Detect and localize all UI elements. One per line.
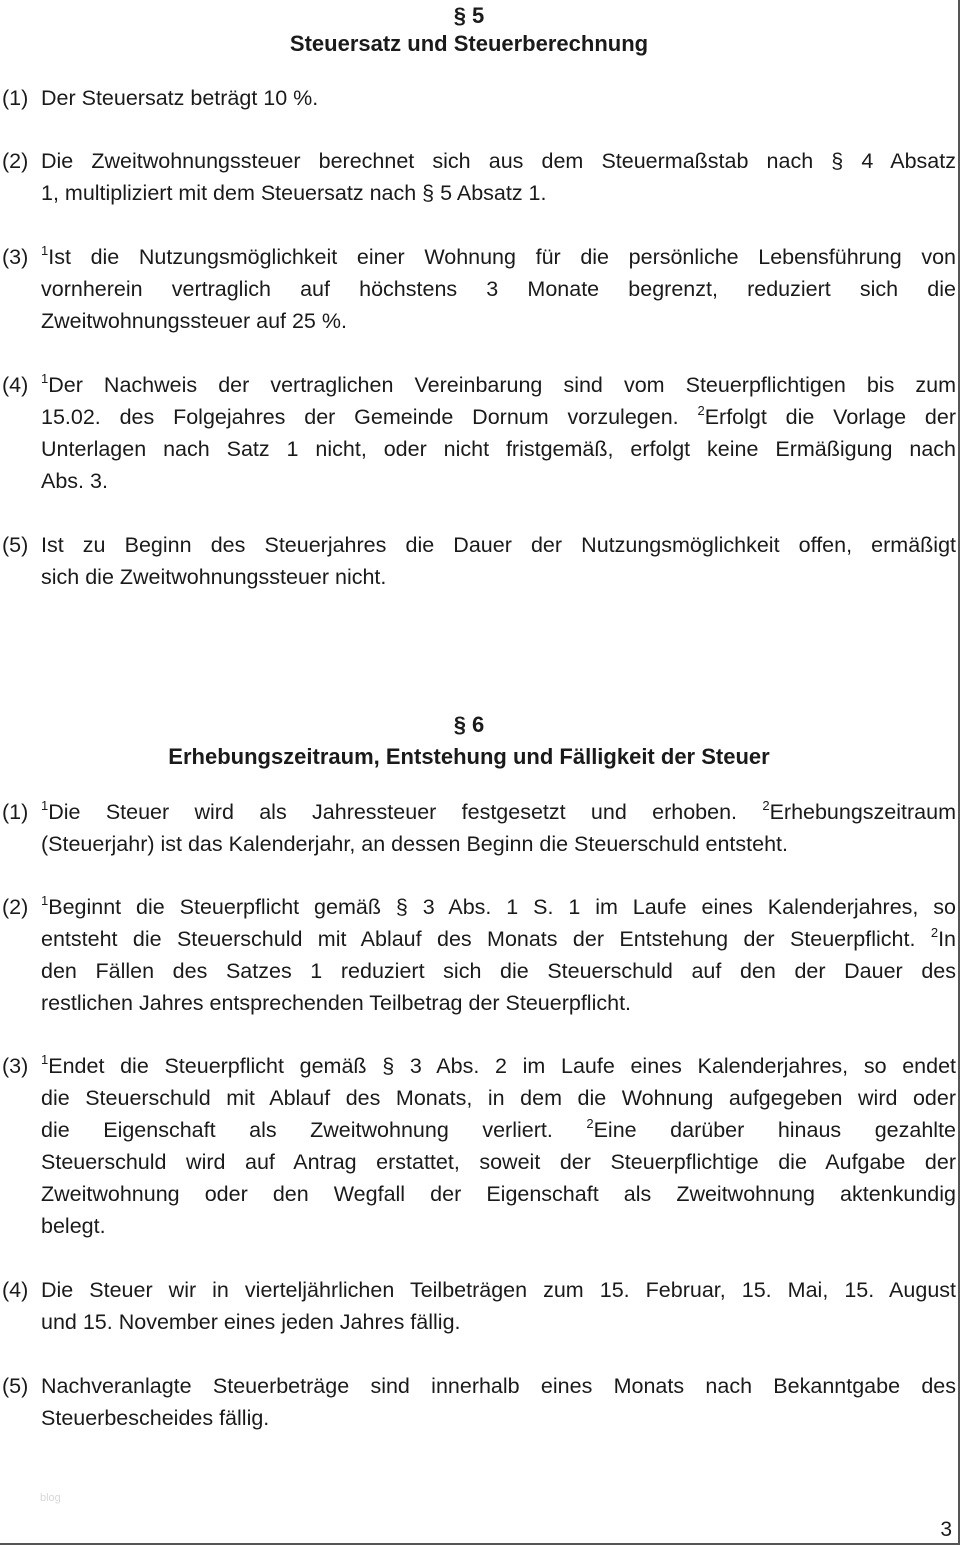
paragraph-line: vornherein vertraglich auf höchstens 3 Monate begrenzt, reduziert sich die [41, 277, 956, 301]
paragraph-line: Der Steuersatz beträgt 10 %. [41, 86, 319, 110]
paragraph-line: Nachveranlagte Steuerbeträge sind innerhalb eines Monats nach Bekanntgabe des [41, 1374, 956, 1398]
page-number: 3 [940, 1518, 952, 1541]
section-5-paragraph-2 [0, 145, 956, 209]
section-6-symbol: § 6 [453, 712, 485, 737]
paragraph-line: Der Nachweis der vertraglichen Vereinbarung sind vom Steuerpflichtigen bis zum [48, 373, 956, 397]
paragraph-line: Erfolgt die Vorlage der [704, 405, 956, 429]
paragraph-line: sich die Zweitwohnungssteuer nicht. [41, 565, 387, 589]
section-6-paragraph-4 [0, 1274, 956, 1338]
section-6-title: Erhebungszeitraum, Entstehung und Fälligkeit der Steuer [168, 744, 770, 769]
paragraph-number: (2) [2, 149, 29, 173]
paragraph-line: Die Steuer wird als Jahressteuer festgesetzt und erhoben. [48, 800, 763, 824]
paragraph-line: 1, multipliziert mit dem Steuersatz nach § 5 Absatz 1. [41, 181, 547, 205]
paragraph-line: Steuerschuld wird auf Antrag erstattet, soweit der Steuerpflichtige die Aufgabe der [41, 1150, 956, 1174]
section-5-paragraph-5 [0, 529, 956, 593]
paragraph-number: (2) [2, 895, 29, 919]
paragraph-number: (5) [2, 533, 29, 557]
paragraph-line: restlichen Jahres entsprechenden Teilbetrag der Steuerpflicht. [41, 991, 632, 1015]
paragraph-line: In [938, 927, 956, 951]
paragraph-line: Die Zweitwohnungssteuer berechnet sich aus dem Steuermaßstab nach § 4 Absatz [41, 149, 956, 173]
paragraph-line: Steuerbescheides fällig. [41, 1406, 270, 1430]
section-5-paragraph-4 [0, 369, 956, 497]
watermark: blog [40, 1492, 61, 1504]
paragraph-number: (4) [2, 1278, 29, 1302]
section-5-symbol: § 5 [453, 3, 485, 28]
paragraph-line: und 15. November eines jeden Jahres fällig. [41, 1310, 461, 1334]
section-6-paragraph-1 [0, 796, 956, 860]
paragraph-line: belegt. [41, 1214, 106, 1238]
sentence-marker: 2 [586, 1116, 594, 1131]
section-5-paragraph-1 [0, 82, 956, 114]
paragraph-line: die Steuerschuld mit Ablauf des Monats, in dem die Wohnung aufgegeben wird oder [41, 1086, 956, 1110]
sentence-marker: 2 [762, 798, 770, 813]
paragraph-number: (4) [2, 373, 29, 397]
paragraph-number: (1) [2, 800, 29, 824]
section-6-paragraph-3 [0, 1050, 956, 1242]
sentence-marker: 1 [41, 893, 49, 908]
sentence-marker: 1 [41, 243, 49, 258]
section-5-title: Steuersatz und Steuerberechnung [289, 31, 649, 56]
section-6-paragraph-5 [0, 1370, 956, 1434]
paragraph-line: Eine darüber hinaus gezahlte [593, 1118, 956, 1142]
paragraph-line: den Fällen des Satzes 1 reduziert sich die Steuerschuld auf den der Dauer des [41, 959, 956, 983]
paragraph-line: Beginnt die Steuerpflicht gemäß § 3 Abs. 1 S. 1 im Laufe eines Kalenderjahres, so [48, 895, 956, 919]
paragraph-line: Zweitwohnungssteuer auf 25 %. [41, 309, 347, 333]
paragraph-line: Erhebungszeitraum [769, 800, 956, 824]
paragraph-line: Endet die Steuerpflicht gemäß § 3 Abs. 2 im Laufe eines Kalenderjahres, so endet [48, 1054, 956, 1078]
paragraph-line: Zweitwohnung oder den Wegfall der Eigenschaft als Zweitwohnung aktenkundig [41, 1182, 956, 1206]
sentence-marker: 2 [697, 403, 705, 418]
paragraph-line: entsteht die Steuerschuld mit Ablauf des Monats der Entstehung der Steuerpflicht. [41, 927, 931, 951]
paragraph-line: Abs. 3. [41, 469, 108, 493]
paragraph-line: Ist die Nutzungsmöglichkeit einer Wohnung für die persönliche Lebensführung von [48, 245, 956, 269]
paragraph-line: (Steuerjahr) ist das Kalenderjahr, an dessen Beginn die Steuerschuld entsteht. [41, 832, 788, 856]
paragraph-line: 15.02. des Folgejahres der Gemeinde Dornum vorzulegen. [41, 405, 698, 429]
sentence-marker: 1 [41, 798, 49, 813]
paragraph-line: Unterlagen nach Satz 1 nicht, oder nicht fristgemäß, erfolgt keine Ermäßigung nach [41, 437, 956, 461]
sentence-marker: 2 [930, 925, 939, 940]
paragraph-line: Ist zu Beginn des Steuerjahres die Dauer der Nutzungsmöglichkeit offen, ermäßigt [41, 533, 956, 557]
paragraph-number: (3) [2, 245, 29, 269]
paragraph-number: (5) [2, 1374, 29, 1398]
paragraph-number: (1) [2, 86, 29, 110]
sentence-marker: 1 [41, 1052, 49, 1067]
paragraph-line: Die Steuer wir in vierteljährlichen Teilbeträgen zum 15. Februar, 15. Mai, 15. August [41, 1278, 956, 1302]
paragraph-number: (3) [2, 1054, 29, 1078]
sentence-marker: 1 [41, 371, 49, 386]
section-6-paragraph-2 [0, 891, 956, 1019]
section-5-paragraph-3 [0, 241, 956, 337]
paragraph-line: die Eigenschaft als Zweitwohnung verliert. [41, 1118, 587, 1142]
